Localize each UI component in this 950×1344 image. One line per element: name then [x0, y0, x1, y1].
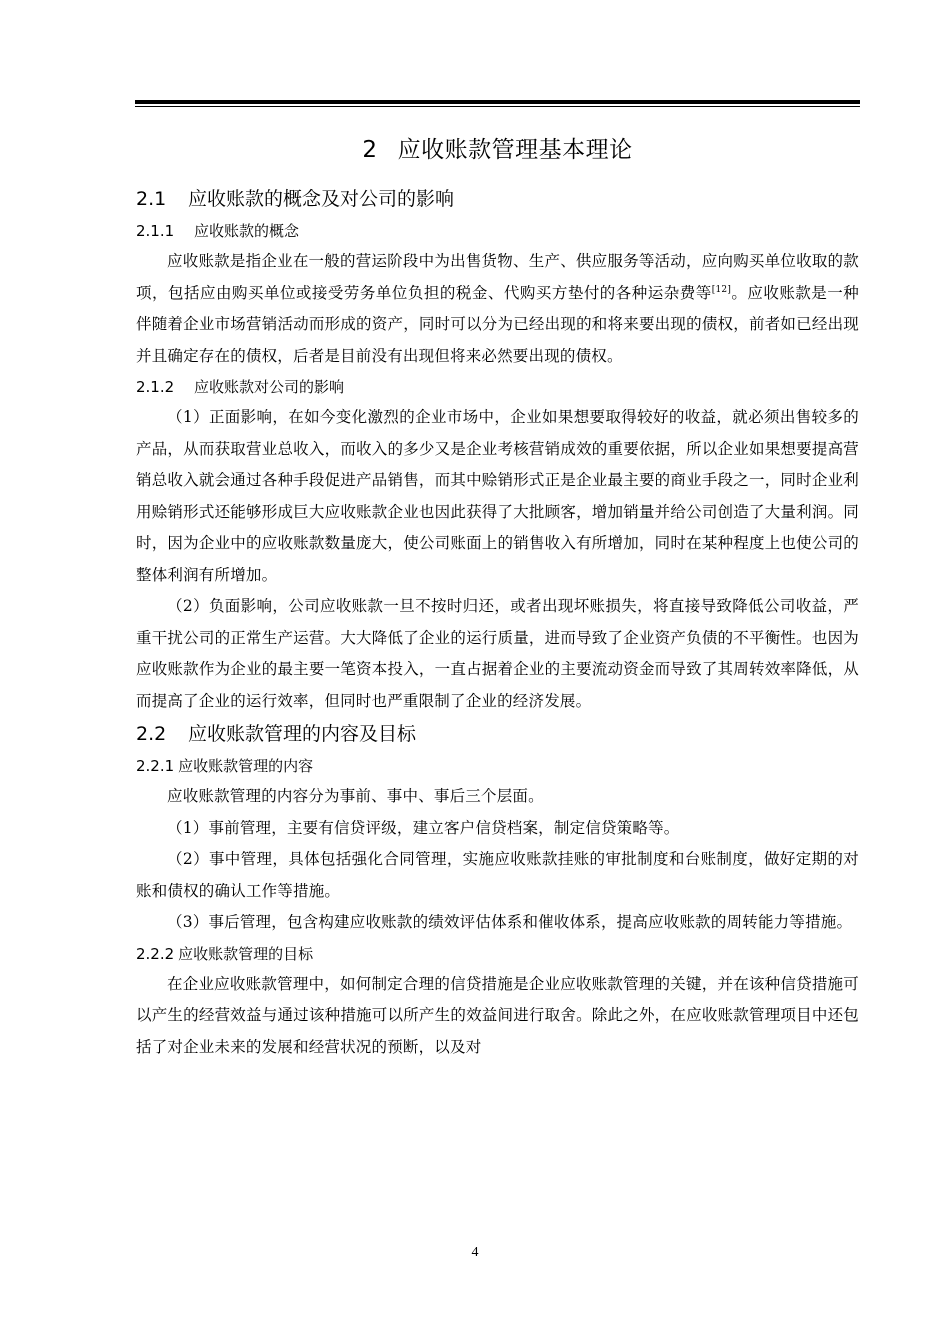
section-number: 2.2 — [136, 723, 167, 745]
paragraph-text-cont: 。应收账款是一种伴随着企业市场营销活动而形成的资产，同时可以分为已经出现的和将来要出现的债权，前者如已经出现并且确定存在的债权，后者是目前没有出现但将来必然要出现的债权。 — [136, 283, 859, 365]
subsection-number: 2.1.1 — [136, 222, 175, 240]
subsection-number: 2.2.1 — [136, 757, 175, 775]
subsection-heading-2-1-2 — [136, 372, 859, 402]
paragraph-mid-management: （2）事中管理，具体包括强化合同管理，实施应收账款挂账的审批制度和台账制度，做好定期的对账和债权的确认工作等措施。 — [136, 850, 859, 900]
chapter-number: 2 — [362, 137, 378, 163]
subsection-heading-2-2-2 — [136, 939, 859, 969]
subsection-title: 应收账款管理的目标 — [178, 944, 314, 963]
paragraph-goals: 在企业应收账款管理中，如何制定合理的信贷措施是企业应收账款管理的关键，并在该种信贷措施可以产生的经营效益与通过该种措施可以所产生的效益间进行取舍。除此之外，在应收账款管理项目中还包括了对企业未来的发展和经营状况的预断，以及对 — [136, 974, 859, 1056]
subsection-number: 2.1.2 — [136, 378, 175, 396]
subsection-title: 应收账款的概念 — [194, 222, 300, 240]
subsection-number: 2.2.2 — [136, 944, 175, 963]
subsection-heading-2-2-1 — [136, 751, 859, 781]
section-heading-2-1 — [136, 182, 859, 216]
section-number: 2.1 — [136, 188, 167, 210]
paragraph-negative-impact: （2）负面影响，公司应收账款一旦不按时归还，或者出现坏账损失，将直接导致降低公司收益，严重干扰公司的正常生产运营。大大降低了企业的运行质量，进而导致了企业资产负债的不平衡性。也因为应收账款作为企业的最主要一笔资本投入，一直占据着企业的主要流动资金而导致了其周转效率降低，从而提高了企业的运行效率，但同时也严重限制了企业的经济发展。 — [136, 597, 859, 710]
chapter-heading — [136, 130, 859, 170]
paragraph-post-management: （3）事后管理，包含构建应收账款的绩效评估体系和催收体系，提高应收账款的周转能力等措施。 — [167, 913, 853, 931]
page-number: 4 — [471, 1245, 479, 1260]
page-content — [136, 130, 859, 1063]
header-rule-thick — [135, 100, 860, 104]
subsection-title: 应收账款对公司的影响 — [194, 378, 345, 396]
chapter-title: 应收账款管理基本理论 — [397, 137, 633, 163]
section-title: 应收账款的概念及对公司的影响 — [188, 188, 455, 210]
paragraph-text: 应收账款是指企业在一般的营运阶段中为出售货物、生产、供应服务等活动，应向购买单位收取的款项，包括应由购买单位或接受劳务单位负担的税金、代购买方垫付的各种运杂费等 — [136, 252, 859, 302]
subsection-heading-2-1-1 — [136, 216, 859, 246]
citation-marker: [12] — [711, 284, 732, 295]
paragraph-content-intro: 应收账款管理的内容分为事前、事中、事后三个层面。 — [167, 787, 544, 805]
paragraph-pre-management: （1）事前管理，主要有信贷评级，建立客户信贷档案，制定信贷策略等。 — [167, 818, 680, 837]
paragraph-positive-impact: （1）正面影响，在如今变化激烈的企业市场中，企业如果想要取得较好的收益，就必须出售较多的产品，从而获取营业总收入，而收入的多少又是企业考核营销成效的重要依据，所以企业如果想要提高营销总收入就会通过各种手段促进产品销售，而其中赊销形式正是企业最主要的商业手段之一，同时企业利用赊销形式还能够形成巨大应收账款企业也因此获得了大批顾客，增加销量并给公司创造了大量利润。同时，因为企业中的应收账款数量庞大，使公司账面上的销售收入有所增加，同时在某种程度上也使公司的整体利润有所增加。 — [136, 408, 859, 584]
subsection-title: 应收账款管理的内容 — [178, 757, 314, 775]
paragraph-concept — [136, 246, 859, 372]
section-heading-2-2 — [136, 717, 859, 751]
header-rule-thin — [135, 106, 860, 107]
section-title: 应收账款管理的内容及目标 — [188, 723, 417, 745]
